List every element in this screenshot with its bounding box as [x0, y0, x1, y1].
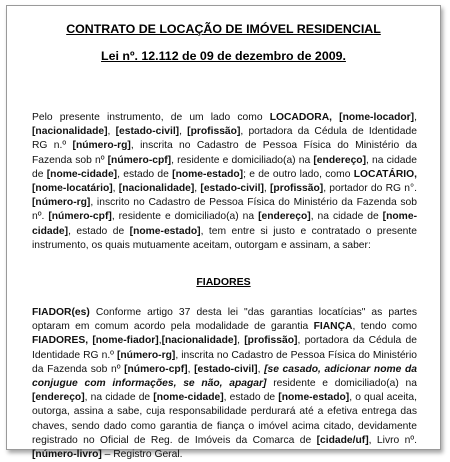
text-run: , na cidade de — [32, 154, 417, 180]
placeholder-field: [nacionalidade] — [118, 183, 195, 195]
fianca-label: FIANÇA — [313, 321, 353, 333]
text-run: – Registro Geral. — [101, 449, 183, 461]
placeholder-field: [endereço] — [313, 154, 367, 166]
placeholder-field: [número-livro] — [32, 449, 102, 461]
placeholder-field: [estado-civil] — [194, 363, 258, 375]
text-run: , tendo como — [352, 321, 418, 333]
placeholder-field: [nacionalidade] — [161, 335, 238, 347]
text-run: , — [257, 363, 265, 375]
document-subtitle: Lei nº. 12.112 de 09 de dezembro de 2009. — [101, 49, 346, 63]
placeholder-field: [nome-cidade] — [153, 392, 224, 404]
locatario-label: LOCATÁRIO, [nome-locatário] — [32, 168, 418, 195]
placeholder-field: [nacionalidade] — [32, 126, 108, 138]
text-run: , portador do RG n°. — [323, 183, 417, 195]
text-run: , na cidade de — [84, 392, 154, 404]
spouse-instruction: [se casado, adicionar nome da conjugue com informações, se não, apagar] — [32, 363, 417, 390]
fiadores-label: FIADOR(es) — [32, 307, 90, 318]
parties-paragraph — [32, 111, 417, 253]
placeholder-field: [profissão] — [244, 335, 298, 347]
text-run: , portadora da Cédula de Identidade RG n.º — [32, 126, 417, 152]
placeholder-field: [número-rg] — [116, 349, 176, 361]
text-run: , inscrito no Cadastro de Pessoa Física do Ministério da Fazenda sob nº. — [32, 197, 417, 223]
document-page — [6, 5, 441, 461]
fiadores-name-label: FIADORES, [nome-fiador] — [32, 335, 159, 347]
text-run: , inscrita no Cadastro de Pessoa Física do Ministério da Fazenda sob nº — [32, 140, 418, 166]
placeholder-field: [nome-cidade] — [46, 168, 118, 180]
placeholder-field: [estado-civil] — [115, 126, 180, 138]
text-run: , — [237, 335, 245, 347]
placeholder-field: [estado-civil] — [200, 183, 264, 195]
text-run: , — [107, 126, 116, 138]
placeholder-field: [nome-estado] — [278, 392, 350, 404]
section-heading-fiadores: FIADORES — [196, 276, 251, 288]
guarantors-paragraph — [32, 306, 417, 462]
text-run: , — [187, 363, 195, 375]
text-run: Pelo presente instrumento, de um lado como — [32, 112, 270, 123]
text-run: , — [194, 183, 201, 195]
text-run: , na cidade de — [310, 211, 383, 223]
text-run: , estado de — [223, 392, 279, 404]
text-run: , Livro nº. — [368, 434, 417, 446]
text-run: , tem entre si justo e contratado o presente instrumento, os quais mutuamente aceitam, outorgam e assinam, a saber: — [32, 225, 418, 251]
text-run: Conforme artigo 37 desta lei "das garantias locatícias" as partes optaram em comum acordo pela modalidade de garantia — [32, 307, 417, 333]
text-run: , estado de — [68, 225, 130, 237]
text-run: , — [112, 183, 119, 195]
text-run: , portadora da Cédula de Identidade RG n.º — [32, 335, 417, 361]
text-run: ; e de outro lado, como — [243, 168, 354, 180]
document-title: CONTRATO DE LOCAÇÃO DE IMÓVEL RESIDENCIAL — [66, 22, 381, 36]
text-run: , — [414, 112, 417, 123]
placeholder-field: [profissão] — [187, 126, 241, 138]
text-run: , — [179, 126, 188, 138]
placeholder-field: [número-rg] — [72, 140, 131, 152]
placeholder-field: [cidade/uf] — [316, 434, 369, 446]
placeholder-field: [número-cpf] — [107, 154, 172, 166]
placeholder-field: [nome-estado] — [172, 168, 244, 180]
placeholder-field: [profissão] — [270, 183, 324, 195]
placeholder-field: [endereço] — [258, 211, 311, 223]
text-run: , — [158, 335, 162, 347]
text-run: , inscrita no Cadastro de Pessoa Física do Ministério da Fazenda sob nº — [32, 349, 417, 375]
locadora-label: LOCADORA, [nome-locador] — [269, 112, 415, 123]
placeholder-field: [número-rg] — [32, 197, 91, 209]
text-run: , o qual aceita, outorga, assina a sabe, cuja responsabilidade perdurará até a efetiva entrega das chaves, sendo dado como garantia de fiança o imóvel acima citado, devidamente registrado no Oficial de Reg. de Imóveis da Comarca de — [32, 392, 417, 446]
placeholder-field: [número-cpf] — [124, 363, 188, 375]
text-run: , residente e domiciliado(a) na — [171, 154, 314, 166]
text-run: residente e domiciliado(a) na — [266, 378, 417, 390]
text-run: , residente e domiciliado(a) na — [111, 211, 259, 223]
placeholder-field: [nome-cidade] — [32, 211, 417, 237]
text-run: , — [263, 183, 270, 195]
placeholder-field: [nome-estado] — [129, 225, 201, 237]
text-run: , estado de — [117, 168, 173, 180]
placeholder-field: [endereço] — [32, 392, 85, 404]
placeholder-field: [número-cpf] — [48, 211, 112, 223]
